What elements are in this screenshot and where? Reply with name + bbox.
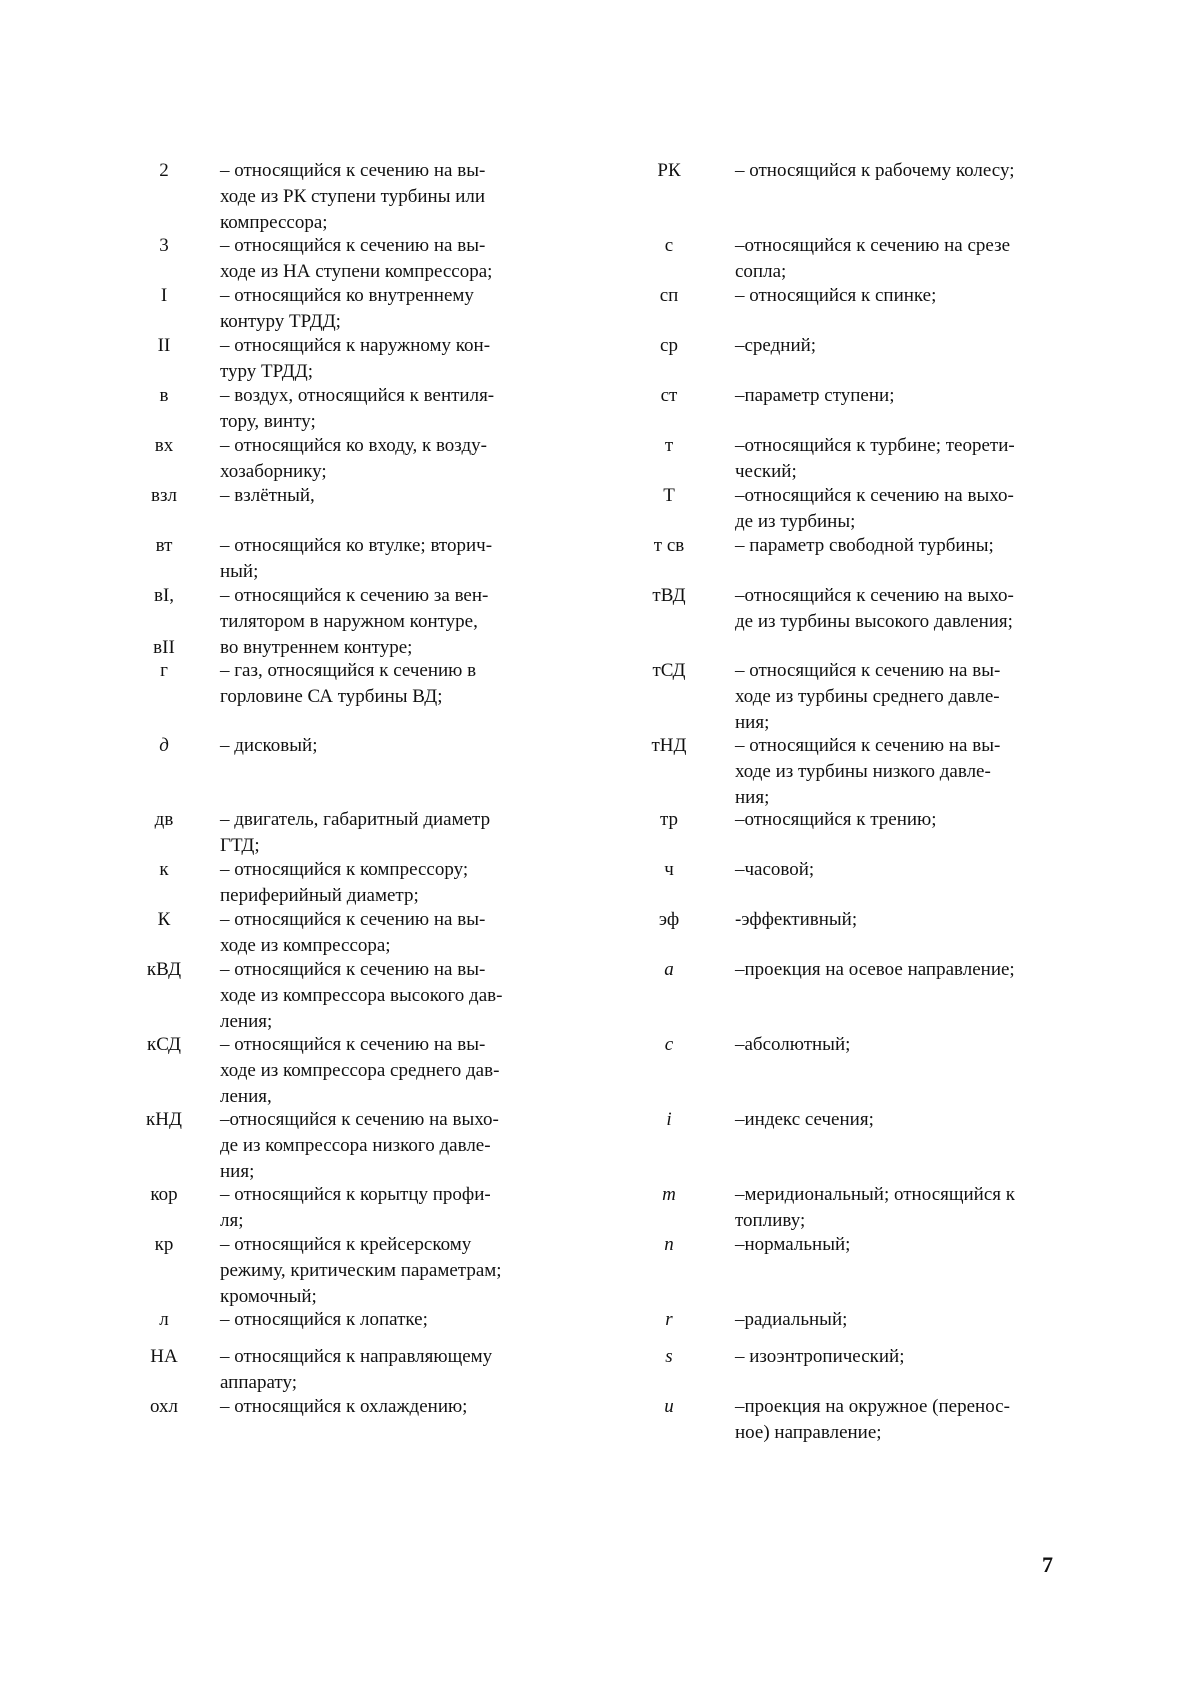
subscript-symbol: вх [154,435,174,456]
subscript-symbol: c [664,1034,674,1055]
subscript-definition: – воздух, относящийся к вентиля- тору, винту; [220,385,495,432]
subscript-definition: – газ, относящийся к сечению в горловине СА турбины ВД; [220,660,477,707]
subscript-definition: – относящийся к сечению на вы- ходе из компрессора; [220,909,486,956]
glossary-entry [130,283,570,333]
subscript-symbol: в [159,385,169,406]
glossary-entry [130,857,570,907]
subscript-symbol: u [664,1396,674,1417]
subscript-symbol: 2 [159,160,169,181]
subscript-definition: – относящийся к корытцу профи- ля; [220,1184,491,1231]
subscript-symbol: д [159,735,169,756]
glossary-entry [130,333,570,383]
subscript-symbol: II [157,335,171,356]
subscript-definition: – относящийся к сечению на вы- ходе из турбины низкого давле- ния; [735,735,1001,808]
subscript-symbol: кНД [146,1109,182,1130]
subscript-symbol: кор [150,1184,178,1205]
subscript-definition: – относящийся к лопатке; [220,1309,428,1330]
right-glossary-column [640,158,1080,1446]
glossary-entry [130,533,570,583]
subscript-symbol: 3 [159,235,169,256]
subscript-definition: –радиальный; [735,1309,848,1330]
subscript-definition: –проекция на осевое направление; [735,959,1015,980]
subscript-definition: –параметр ступени; [735,385,895,406]
subscript-definition: – относящийся к сечению за вен- тилятором в наружном контуре, во внутреннем контуре; [220,585,489,658]
subscript-symbol: r [665,1309,673,1330]
subscript-symbol: кСД [147,1034,181,1055]
left-glossary-column [130,158,570,1420]
subscript-symbol: ч [664,859,674,880]
subscript-definition: – относящийся к крейсерскому режиму, критическим параметрам; кромочный; [220,1234,502,1307]
subscript-definition: – дисковый; [220,735,318,756]
glossary-entry [640,583,1080,658]
subscript-definition: – относящийся ко входу, к возду- хозаборнику; [220,435,487,482]
subscript-symbol: л [159,1309,169,1330]
glossary-entry [640,807,1080,857]
glossary-entry [130,583,570,658]
subscript-definition: – изоэнтропический; [735,1346,905,1367]
glossary-entry [640,733,1080,807]
subscript-symbol: вт [155,535,173,556]
subscript-symbol: дв [154,809,174,830]
subscript-definition: – относящийся ко втулке; вторич- ный; [220,535,493,582]
glossary-entry [640,957,1080,1032]
subscript-symbol: РК [657,160,681,181]
subscript-symbol: кВД [146,959,182,980]
subscript-symbol: эф [658,909,680,930]
glossary-entry [640,158,1080,233]
glossary-entry [130,1032,570,1107]
glossary-entry [130,1344,570,1394]
subscript-definition: –относящийся к трению; [735,809,937,830]
glossary-entry [640,333,1080,383]
subscript-symbol: т св [653,535,685,556]
subscript-definition: – относящийся к сечению на вы- ходе из НА ступени компрессора; [220,235,493,282]
glossary-entry [130,907,570,957]
glossary-entry [640,233,1080,283]
subscript-definition: – относящийся к рабочему колесу; [735,160,1015,181]
subscript-symbol: I [160,285,168,306]
subscript-definition: –индекс сечения; [735,1109,874,1130]
glossary-entry [640,1032,1080,1107]
glossary-entry [130,233,570,283]
glossary-entry [130,733,570,807]
subscript-definition: –относящийся к сечению на срезе сопла; [735,235,1011,282]
glossary-entry [640,283,1080,333]
subscript-definition: –нормальный; [735,1234,851,1255]
subscript-symbol: сп [659,285,679,306]
subscript-symbol: взл [151,485,177,506]
glossary-entry [640,907,1080,957]
subscript-definition: – относящийся к сечению на вы- ходе из турбины среднего давле- ния; [735,660,1001,733]
glossary-entry [130,158,570,233]
subscript-definition: – относящийся к компрессору; периферийный диаметр; [220,859,469,906]
glossary-entry [640,1394,1080,1446]
subscript-definition: – параметр свободной турбины; [735,535,994,556]
subscript-definition: –относящийся к турбине; теорети- ческий; [735,435,1015,482]
subscript-symbol: охл [149,1396,178,1417]
subscript-definition: – относящийся к сечению на вы- ходе из РК ступени турбины или компрессора; [220,160,486,233]
subscript-symbol: тСД [652,660,686,681]
subscript-definition: – относящийся к наружному кон- туру ТРДД; [220,335,491,382]
glossary-entry [640,383,1080,433]
subscript-symbol: НА [150,1346,178,1367]
glossary-entry [640,1307,1080,1344]
glossary-entry [640,533,1080,583]
subscript-definition: –относящийся к сечению на выхо- де из турбины; [735,485,1014,532]
glossary-entry [130,1307,570,1344]
glossary-entry [130,1232,570,1307]
subscript-symbol: г [160,660,168,681]
subscript-symbol: тНД [651,735,687,756]
subscript-definition: – взлётный, [220,485,315,506]
glossary-entry [130,383,570,433]
subscript-symbol: s [665,1346,673,1367]
glossary-entry [640,1232,1080,1307]
subscript-symbol: i [666,1109,672,1130]
subscript-definition: – относящийся к охлаждению; [220,1396,468,1417]
subscript-symbol: Т [663,485,675,506]
glossary-entry [130,1182,570,1232]
glossary-entry [130,433,570,483]
subscript-definition: – относящийся к сечению на вы- ходе из компрессора среднего дав- ления, [220,1034,500,1107]
subscript-definition: – относящийся к направляющему аппарату; [220,1346,493,1393]
subscript-symbol: ст [660,385,678,406]
subscript-symbol: с [664,235,674,256]
glossary-entry [130,1107,570,1182]
subscript-definition: –проекция на окружное (перенос- ное) направление; [735,1396,1010,1443]
subscript-definition: –абсолютный; [735,1034,851,1055]
subscript-symbol: n [664,1234,674,1255]
glossary-entry [640,658,1080,733]
subscript-symbol: m [662,1184,676,1205]
glossary-entry [130,483,570,533]
subscript-symbol: ср [660,335,678,356]
subscript-definition: -эффективный; [735,909,858,930]
glossary-entry [640,433,1080,483]
glossary-entry [640,857,1080,907]
glossary-entry [130,1394,570,1420]
glossary-entry [640,483,1080,533]
subscript-symbol: к [159,859,169,880]
subscript-symbol: a [664,959,674,980]
subscript-definition: – относящийся ко внутреннему контуру ТРДД; [220,285,474,332]
subscript-symbol: т [664,435,674,456]
subscript-symbol: К [157,909,171,930]
glossary-entry [130,658,570,733]
page-number: 7 [1042,1552,1053,1577]
subscript-definition: –относящийся к сечению на выхо- де из компрессора низкого давле- ния; [220,1109,499,1182]
subscript-symbol: тр [659,809,679,830]
glossary-entry [130,957,570,1032]
subscript-definition: –относящийся к сечению на выхо- де из турбины высокого давления; [735,585,1014,632]
subscript-symbol: вI, вII [153,585,175,658]
glossary-entry [640,1344,1080,1394]
subscript-definition: –средний; [735,335,817,356]
glossary-entry [640,1107,1080,1182]
subscript-definition: – двигатель, габаритный диаметр ГТД; [220,809,491,856]
subscript-definition: –часовой; [735,859,815,880]
subscript-symbol: кр [154,1234,174,1255]
subscript-definition: – относящийся к сечению на вы- ходе из компрессора высокого дав- ления; [220,959,503,1032]
subscript-symbol: тВД [652,585,686,606]
subscript-definition: – относящийся к спинке; [735,285,937,306]
subscript-definition: –меридиональный; относящийся к топливу; [735,1184,1015,1231]
glossary-entry [130,807,570,857]
glossary-entry [640,1182,1080,1232]
